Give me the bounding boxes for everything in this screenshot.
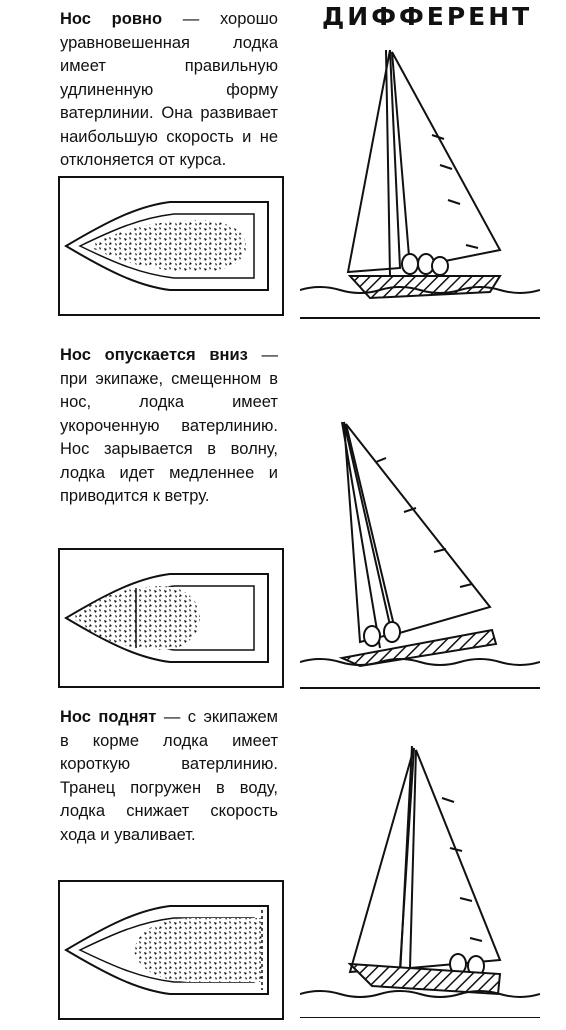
text-bow-up: — с экипажем в корме лодка имеет короткую ватерлинию. Транец погружен в воду, лодка снижает скорость хода и уваливает. xyxy=(60,708,279,844)
heading-bow-up: Нос поднят xyxy=(60,708,157,726)
heading-level-trim: Нос ровно xyxy=(60,10,163,28)
text-bow-down: — при экипаже, смещенном в нос, лодка имеет укороченную ватерлинию. Нос зарывается в волну, лодка идет медленнее и приводится к ветру. xyxy=(60,346,278,505)
boat-bow-up-side-view xyxy=(300,738,540,1018)
boat-bow-down-side-view xyxy=(300,412,540,692)
page-title: ДИФФЕРЕНТ xyxy=(322,2,533,31)
hull-plan-level xyxy=(58,176,284,316)
description-level-trim xyxy=(60,8,278,173)
heading-bow-down: Нос опускается вниз xyxy=(60,346,248,364)
description-bow-up xyxy=(60,706,278,847)
hull-plan-bow-up xyxy=(58,880,284,1020)
boat-level-side-view xyxy=(300,40,540,320)
text-level-trim: — хорошо уравновешенная лодка имеет правильную удлиненную форму ватерлинии. Она развивает наибольшую скорость и не отклоняется от курса. xyxy=(60,10,278,169)
hull-plan-bow-down xyxy=(58,548,284,688)
description-bow-down xyxy=(60,344,278,509)
